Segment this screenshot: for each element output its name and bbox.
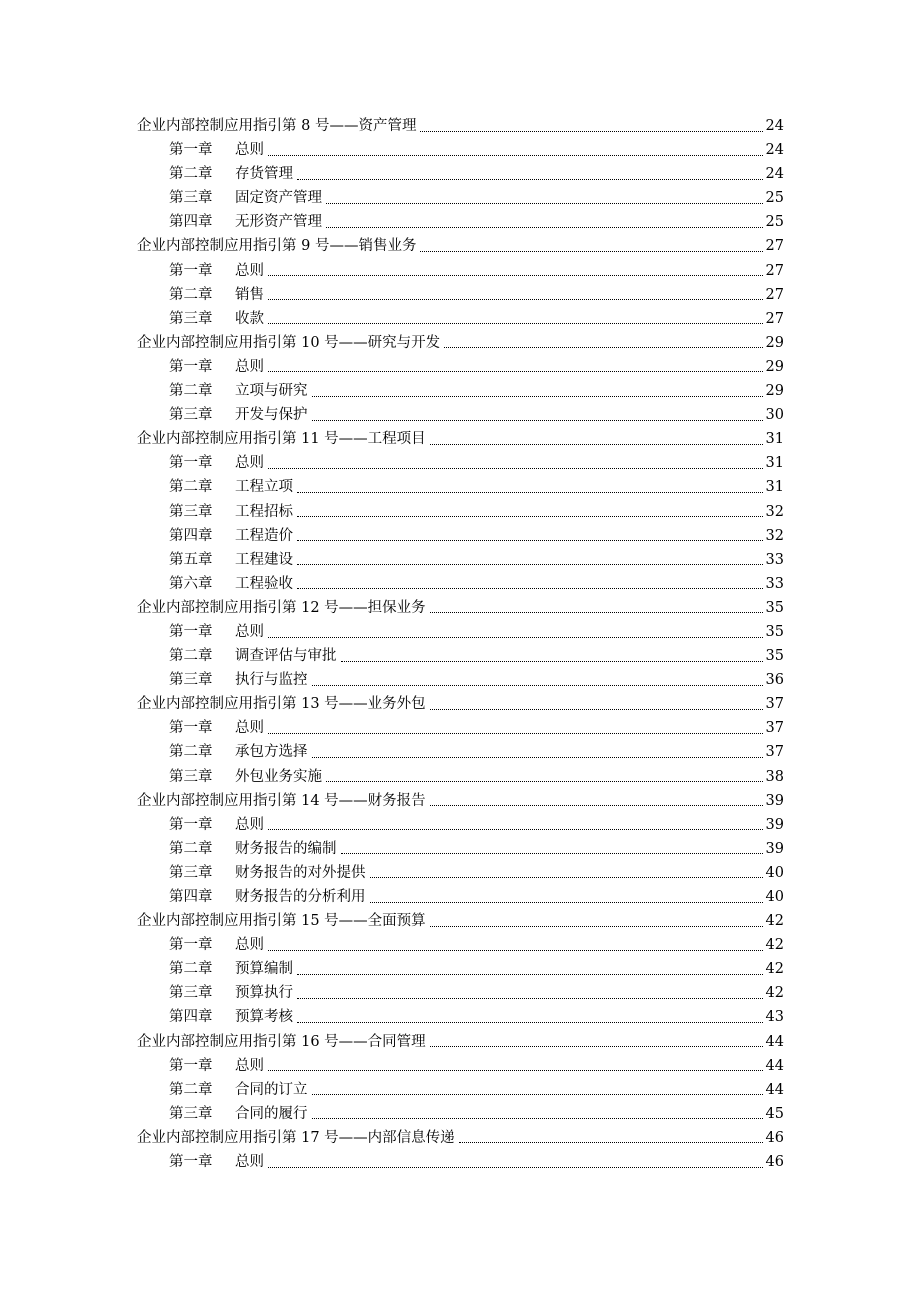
dot-leader bbox=[312, 757, 763, 758]
toc-entry-title bbox=[169, 644, 337, 668]
toc-page-number: 44 bbox=[765, 1081, 784, 1098]
toc-entry-text: 开发与保护 bbox=[235, 407, 308, 424]
dot-leader bbox=[326, 203, 763, 204]
toc-chapter-entry[interactable] bbox=[137, 716, 784, 740]
toc-entry-title bbox=[169, 1150, 264, 1174]
toc-entry-title bbox=[169, 475, 293, 499]
toc-guideline-entry[interactable] bbox=[137, 909, 784, 933]
toc-chapter-entry[interactable] bbox=[137, 138, 784, 162]
dot-leader bbox=[297, 179, 763, 180]
toc-chapter-number: 第一章 bbox=[169, 816, 213, 833]
dot-leader bbox=[430, 1046, 763, 1047]
toc-chapter-entry[interactable] bbox=[137, 933, 784, 957]
toc-entry-text: 工程建设 bbox=[235, 551, 293, 568]
toc-entry-text: 总则 bbox=[235, 720, 264, 737]
toc-chapter-number: 第一章 bbox=[169, 937, 213, 954]
toc-entry-text: 总则 bbox=[235, 262, 264, 279]
dot-leader bbox=[268, 299, 763, 300]
toc-chapter-entry[interactable] bbox=[137, 1150, 784, 1174]
toc-chapter-entry[interactable] bbox=[137, 861, 784, 885]
toc-chapter-entry[interactable] bbox=[137, 259, 784, 283]
toc-page-number: 33 bbox=[765, 551, 784, 568]
toc-chapter-number: 第六章 bbox=[169, 575, 213, 592]
toc-chapter-entry[interactable] bbox=[137, 572, 784, 596]
toc-chapter-number: 第二章 bbox=[169, 1081, 213, 1098]
toc-entry-text: 企业内部控制应用指引第 8 号——资产管理 bbox=[137, 118, 417, 134]
dot-leader bbox=[297, 974, 763, 975]
dot-leader bbox=[420, 251, 762, 252]
toc-page-number: 31 bbox=[765, 455, 784, 472]
toc-page-number: 39 bbox=[765, 840, 784, 857]
toc-page-number: 36 bbox=[765, 672, 784, 689]
toc-entry-title bbox=[169, 740, 308, 764]
toc-guideline-entry[interactable] bbox=[137, 234, 784, 258]
toc-chapter-entry[interactable] bbox=[137, 1005, 784, 1029]
toc-chapter-entry[interactable] bbox=[137, 307, 784, 331]
toc-entry-text: 预算执行 bbox=[235, 985, 293, 1002]
dot-leader bbox=[420, 131, 762, 132]
toc-page-number: 42 bbox=[765, 985, 784, 1002]
toc-entry-title bbox=[169, 548, 293, 572]
toc-page-number: 38 bbox=[765, 768, 784, 785]
dot-leader bbox=[297, 492, 763, 493]
toc-page-number: 32 bbox=[765, 503, 784, 520]
toc-entry-title bbox=[169, 451, 264, 475]
toc-entry-text: 财务报告的编制 bbox=[235, 840, 337, 857]
dot-leader bbox=[430, 709, 763, 710]
toc-chapter-number: 第三章 bbox=[169, 672, 213, 689]
dot-leader bbox=[268, 1070, 763, 1071]
toc-entry-text: 执行与监控 bbox=[235, 672, 308, 689]
toc-entry-title bbox=[169, 957, 293, 981]
toc-chapter-number: 第二章 bbox=[169, 961, 213, 978]
toc-entry-text: 存货管理 bbox=[235, 166, 293, 183]
toc-entry-text: 预算编制 bbox=[235, 961, 293, 978]
toc-entry-title bbox=[169, 716, 264, 740]
dot-leader bbox=[459, 1142, 763, 1143]
toc-entry-text: 外包业务实施 bbox=[235, 768, 322, 785]
toc-entry-title bbox=[137, 596, 426, 620]
dot-leader bbox=[268, 733, 763, 734]
dot-leader bbox=[312, 1118, 763, 1119]
toc-chapter-number: 第三章 bbox=[169, 407, 213, 424]
toc-chapter-entry[interactable] bbox=[137, 1078, 784, 1102]
toc-page-number: 31 bbox=[765, 431, 784, 448]
dot-leader bbox=[312, 420, 763, 421]
toc-entry-title bbox=[169, 524, 293, 548]
toc-entry-title bbox=[169, 572, 293, 596]
toc-entry-title bbox=[169, 861, 366, 885]
toc-chapter-entry[interactable] bbox=[137, 740, 784, 764]
toc-chapter-entry[interactable] bbox=[137, 1102, 784, 1126]
toc-chapter-entry[interactable] bbox=[137, 162, 784, 186]
toc-entry-title bbox=[169, 283, 264, 307]
toc-chapter-number: 第三章 bbox=[169, 190, 213, 207]
toc-page-number: 42 bbox=[765, 961, 784, 978]
toc-page-number: 44 bbox=[765, 1057, 784, 1074]
toc-chapter-number: 第五章 bbox=[169, 551, 213, 568]
toc-entry-text: 收款 bbox=[235, 310, 264, 327]
toc-page-number: 24 bbox=[765, 118, 784, 134]
dot-leader bbox=[312, 396, 763, 397]
dot-leader bbox=[326, 781, 763, 782]
toc-entry-title bbox=[137, 331, 440, 355]
toc-chapter-entry[interactable] bbox=[137, 403, 784, 427]
toc-entry-title bbox=[137, 1030, 426, 1054]
toc-entry-text: 总则 bbox=[235, 1154, 264, 1171]
toc-entry-text: 企业内部控制应用指引第 11 号——工程项目 bbox=[137, 431, 426, 448]
toc-chapter-entry[interactable] bbox=[137, 379, 784, 403]
dot-leader bbox=[268, 275, 763, 276]
toc-chapter-entry[interactable] bbox=[137, 355, 784, 379]
toc-entry-title bbox=[169, 500, 293, 524]
toc-page-number: 27 bbox=[765, 286, 784, 303]
dot-leader bbox=[326, 227, 763, 228]
toc-entry-text: 总则 bbox=[235, 455, 264, 472]
toc-entry-title bbox=[169, 259, 264, 283]
toc-chapter-number: 第三章 bbox=[169, 768, 213, 785]
toc-page-number: 39 bbox=[765, 792, 784, 809]
toc-chapter-entry[interactable] bbox=[137, 475, 784, 499]
toc-chapter-entry[interactable] bbox=[137, 500, 784, 524]
toc-page-number: 25 bbox=[765, 190, 784, 207]
toc-entry-title bbox=[169, 1078, 308, 1102]
toc-page-number: 35 bbox=[765, 648, 784, 665]
dot-leader bbox=[268, 155, 763, 156]
toc-entry-title bbox=[169, 813, 264, 837]
toc-page-number: 27 bbox=[765, 310, 784, 327]
dot-leader bbox=[370, 877, 763, 878]
toc-entry-title bbox=[169, 981, 293, 1005]
toc-entry-text: 总则 bbox=[235, 358, 264, 375]
dot-leader bbox=[268, 637, 763, 638]
toc-entry-text: 预算考核 bbox=[235, 1009, 293, 1026]
toc-entry-title bbox=[169, 765, 322, 789]
toc-page-number: 29 bbox=[765, 358, 784, 375]
toc-chapter-number: 第一章 bbox=[169, 720, 213, 737]
toc-chapter-entry[interactable] bbox=[137, 885, 784, 909]
toc-entry-title bbox=[169, 379, 308, 403]
toc-chapter-number: 第一章 bbox=[169, 455, 213, 472]
toc-chapter-number: 第三章 bbox=[169, 310, 213, 327]
toc-entry-title bbox=[169, 355, 264, 379]
dot-leader bbox=[430, 612, 763, 613]
toc-entry-title bbox=[169, 1102, 308, 1126]
toc-page-number: 46 bbox=[765, 1154, 784, 1171]
toc-chapter-number: 第四章 bbox=[169, 214, 213, 231]
toc-entry-title bbox=[137, 1126, 455, 1150]
toc-chapter-entry[interactable] bbox=[137, 548, 784, 572]
dot-leader bbox=[297, 516, 763, 517]
toc-entry-text: 合同的订立 bbox=[235, 1081, 308, 1098]
dot-leader bbox=[297, 1022, 763, 1023]
toc-entry-text: 财务报告的分析利用 bbox=[235, 889, 366, 905]
dot-leader bbox=[297, 588, 763, 589]
toc-page-number: 24 bbox=[765, 142, 784, 159]
toc-entry-text: 承包方选择 bbox=[235, 744, 308, 761]
toc-guideline-entry[interactable] bbox=[137, 331, 784, 355]
toc-page-number: 31 bbox=[765, 479, 784, 496]
toc-chapter-entry[interactable] bbox=[137, 644, 784, 668]
toc-chapter-number: 第四章 bbox=[169, 1009, 213, 1026]
toc-entry-text: 总则 bbox=[235, 623, 264, 640]
toc-entry-title bbox=[169, 885, 366, 909]
toc-entry-title bbox=[169, 668, 308, 692]
toc-entry-title bbox=[169, 1054, 264, 1078]
toc-chapter-entry[interactable] bbox=[137, 524, 784, 548]
toc-page-number: 24 bbox=[765, 166, 784, 183]
toc-chapter-entry[interactable] bbox=[137, 620, 784, 644]
toc-entry-text: 工程立项 bbox=[235, 479, 293, 496]
toc-entry-title bbox=[169, 403, 308, 427]
toc-chapter-number: 第二章 bbox=[169, 166, 213, 183]
toc-guideline-entry[interactable] bbox=[137, 596, 784, 620]
toc-entry-title bbox=[169, 307, 264, 331]
toc-guideline-entry[interactable] bbox=[137, 692, 784, 716]
toc-chapter-number: 第三章 bbox=[169, 1105, 213, 1122]
toc-entry-text: 调查评估与审批 bbox=[235, 648, 337, 665]
toc-entry-text: 合同的履行 bbox=[235, 1105, 308, 1122]
toc-chapter-entry[interactable] bbox=[137, 765, 784, 789]
toc-chapter-number: 第二章 bbox=[169, 479, 213, 496]
toc-page-number: 44 bbox=[765, 1033, 784, 1050]
toc-page-number: 40 bbox=[765, 864, 784, 881]
toc-page-number: 43 bbox=[765, 1009, 784, 1026]
toc-entry-text: 企业内部控制应用指引第 12 号——担保业务 bbox=[137, 599, 426, 616]
dot-leader bbox=[268, 371, 763, 372]
toc-chapter-entry[interactable] bbox=[137, 210, 784, 234]
toc-entry-text: 无形资产管理 bbox=[235, 214, 322, 231]
toc-entry-text: 工程验收 bbox=[235, 575, 293, 592]
toc-page-number: 29 bbox=[765, 383, 784, 400]
toc-page-number: 40 bbox=[765, 889, 784, 905]
dot-leader bbox=[444, 347, 762, 348]
dot-leader bbox=[268, 829, 763, 830]
toc-entry-text: 销售 bbox=[235, 286, 264, 303]
dot-leader bbox=[430, 926, 763, 927]
toc-chapter-number: 第一章 bbox=[169, 1057, 213, 1074]
toc-chapter-number: 第一章 bbox=[169, 1154, 213, 1171]
dot-leader bbox=[341, 853, 763, 854]
toc-page-number: 42 bbox=[765, 913, 784, 930]
toc-entry-text: 总则 bbox=[235, 937, 264, 954]
dot-leader bbox=[268, 1167, 763, 1168]
dot-leader bbox=[370, 902, 763, 903]
toc-entry-title bbox=[169, 837, 337, 861]
dot-leader bbox=[268, 950, 763, 951]
toc-entry-title bbox=[169, 162, 293, 186]
dot-leader bbox=[297, 564, 763, 565]
toc-entry-text: 企业内部控制应用指引第 13 号——业务外包 bbox=[137, 696, 426, 713]
toc-guideline-entry[interactable] bbox=[137, 114, 784, 138]
toc-guideline-entry[interactable] bbox=[137, 789, 784, 813]
toc-chapter-entry[interactable] bbox=[137, 957, 784, 981]
toc-chapter-number: 第四章 bbox=[169, 889, 213, 905]
toc-page-number: 27 bbox=[765, 262, 784, 279]
toc-entry-title bbox=[137, 692, 426, 716]
table-of-contents bbox=[137, 114, 784, 1174]
dot-leader bbox=[268, 468, 763, 469]
toc-guideline-entry[interactable] bbox=[137, 1030, 784, 1054]
toc-chapter-entry[interactable] bbox=[137, 981, 784, 1005]
toc-guideline-entry[interactable] bbox=[137, 427, 784, 451]
toc-page-number: 39 bbox=[765, 816, 784, 833]
toc-entry-title bbox=[169, 1005, 293, 1029]
dot-leader bbox=[268, 323, 763, 324]
toc-chapter-number: 第一章 bbox=[169, 262, 213, 279]
toc-page-number: 25 bbox=[765, 214, 784, 231]
dot-leader bbox=[297, 540, 763, 541]
toc-chapter-number: 第一章 bbox=[169, 623, 213, 640]
toc-entry-text: 立项与研究 bbox=[235, 383, 308, 400]
toc-entry-title bbox=[137, 909, 426, 933]
toc-page-number: 37 bbox=[765, 720, 784, 737]
dot-leader bbox=[341, 661, 763, 662]
toc-chapter-number: 第一章 bbox=[169, 358, 213, 375]
toc-page-number: 46 bbox=[765, 1129, 784, 1146]
toc-page-number: 29 bbox=[765, 334, 784, 351]
toc-chapter-number: 第二章 bbox=[169, 840, 213, 857]
toc-page-number: 37 bbox=[765, 744, 784, 761]
toc-entry-text: 企业内部控制应用指引第 15 号——全面预算 bbox=[137, 913, 426, 930]
toc-entry-title bbox=[169, 620, 264, 644]
toc-chapter-number: 第四章 bbox=[169, 527, 213, 544]
toc-page-number: 33 bbox=[765, 575, 784, 592]
toc-entry-title bbox=[169, 933, 264, 957]
toc-entry-text: 总则 bbox=[235, 1057, 264, 1074]
toc-page-number: 35 bbox=[765, 599, 784, 616]
toc-page-number: 30 bbox=[765, 407, 784, 424]
toc-chapter-number: 第一章 bbox=[169, 142, 213, 159]
toc-page-number: 32 bbox=[765, 527, 784, 544]
toc-chapter-number: 第二章 bbox=[169, 286, 213, 303]
toc-entry-text: 企业内部控制应用指引第 17 号——内部信息传递 bbox=[137, 1129, 455, 1146]
toc-chapter-number: 第三章 bbox=[169, 864, 213, 881]
toc-guideline-entry[interactable] bbox=[137, 1126, 784, 1150]
toc-chapter-entry[interactable] bbox=[137, 1054, 784, 1078]
toc-entry-title bbox=[169, 138, 264, 162]
toc-page-number: 37 bbox=[765, 696, 784, 713]
dot-leader bbox=[430, 444, 763, 445]
toc-chapter-entry[interactable] bbox=[137, 186, 784, 210]
dot-leader bbox=[297, 998, 763, 999]
toc-chapter-entry[interactable] bbox=[137, 451, 784, 475]
dot-leader bbox=[312, 1094, 763, 1095]
toc-page-number: 45 bbox=[765, 1105, 784, 1122]
toc-entry-text: 工程招标 bbox=[235, 503, 293, 520]
toc-chapter-entry[interactable] bbox=[137, 283, 784, 307]
toc-entry-text: 总则 bbox=[235, 816, 264, 833]
toc-chapter-entry[interactable] bbox=[137, 668, 784, 692]
toc-chapter-entry[interactable] bbox=[137, 813, 784, 837]
toc-entry-text: 工程造价 bbox=[235, 527, 293, 544]
toc-entry-text: 企业内部控制应用指引第 16 号——合同管理 bbox=[137, 1033, 426, 1050]
toc-entry-text: 企业内部控制应用指引第 9 号——销售业务 bbox=[137, 238, 417, 255]
toc-entry-title bbox=[137, 234, 416, 258]
dot-leader bbox=[430, 805, 763, 806]
toc-chapter-number: 第二章 bbox=[169, 648, 213, 665]
toc-entry-text: 财务报告的对外提供 bbox=[235, 864, 366, 881]
toc-chapter-number: 第三章 bbox=[169, 985, 213, 1002]
toc-page-number: 42 bbox=[765, 937, 784, 954]
toc-entry-title bbox=[169, 210, 322, 234]
toc-entry-title bbox=[169, 186, 322, 210]
toc-entry-title bbox=[137, 789, 426, 813]
toc-entry-text: 固定资产管理 bbox=[235, 190, 322, 207]
toc-chapter-number: 第三章 bbox=[169, 503, 213, 520]
dot-leader bbox=[312, 685, 763, 686]
toc-entry-text: 总则 bbox=[235, 142, 264, 159]
toc-chapter-number: 第二章 bbox=[169, 744, 213, 761]
toc-chapter-entry[interactable] bbox=[137, 837, 784, 861]
toc-entry-text: 企业内部控制应用指引第 10 号——研究与开发 bbox=[137, 334, 441, 351]
toc-entry-title bbox=[137, 427, 426, 451]
toc-page-number: 35 bbox=[765, 623, 784, 640]
toc-entry-title bbox=[137, 114, 416, 138]
toc-chapter-number: 第二章 bbox=[169, 383, 213, 400]
toc-entry-text: 企业内部控制应用指引第 14 号——财务报告 bbox=[137, 792, 426, 809]
toc-page-number: 27 bbox=[765, 238, 784, 255]
